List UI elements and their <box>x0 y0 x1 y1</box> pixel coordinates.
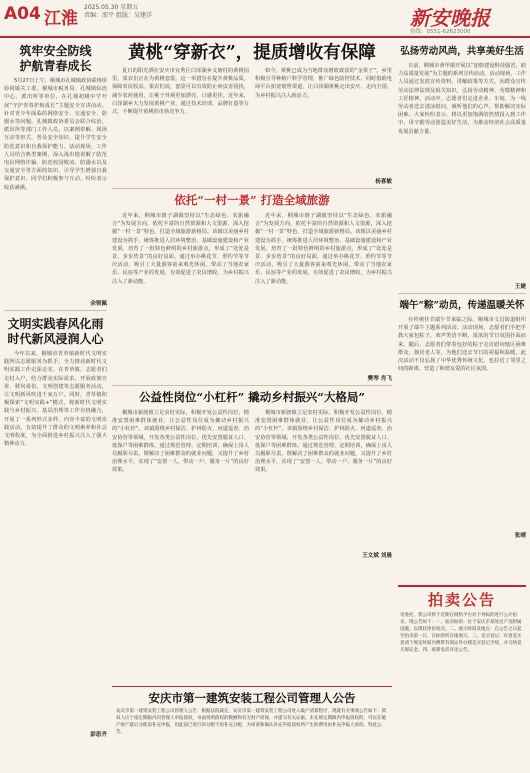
left-column <box>4 44 107 738</box>
article-body: 近年来，桐城市嬉子湖镇坚持以“生态绿色、农旅融合”为发展方向，依托丰富的自然资源和人文资源，深入挖掘“一村一景”特色，打造全域旅游新格局。该镇以美丽乡村建设为抓手，统筹推进人居环境整治、基础设施建设和产业发展，培育了一批特色鲜明的乡村旅游点，形成了“处处是景、步步皆景”的良好局面。通过举办桃花节、垂钓节等节庆活动，吸引了大量游客前来观光休闲，带动了当地农家乐、民宿等产业的发展，有效促进了农民增收，为乡村振兴注入了新动能。 <box>255 213 392 285</box>
auction-title: 拍卖公告 <box>427 591 496 609</box>
masthead <box>0 0 530 38</box>
article-title <box>4 44 107 74</box>
title-line: 时代新风浸润人心 <box>7 332 104 346</box>
article-author: 杨喜敏 <box>375 179 392 185</box>
divider <box>398 293 526 294</box>
subhead-body <box>112 409 392 559</box>
auction-body: 受委托，我公司将于近期在网络平台对下列标的进行公开拍卖，现公告如下：一、拍卖标的：位于安庆市某处房产及附属设施，以现状净价拍卖。二、展示时间及地点：自公告之日起至拍卖前一日，在标的所在地展示。三、竞买登记：有意竞买者请于规定时间内携带有效证件办理竞买登记手续，并交纳竞买保证金。四、联系电话详见公告。 <box>400 613 522 653</box>
article-title: 端午“粽”动员，传递温暖关怀 <box>399 300 525 311</box>
article-body: 日前，桐城市黄甲镇开展以“加快建设科技强省，助力高质量发展”为主题的系列宣传活动。活动现场，工作人员通过发放宣传资料、讲解政策等方式，向群众宣传劳动法律法规及相关知识，弘扬劳动精神、劳模精神和工匠精神。活动中，志愿者们走进企业、车间，为一线劳动者送去清凉慰问，倾听他们的心声，帮助解决实际困难。大家纷纷表示，将以更加饱满的热情投入到工作中，用辛勤劳动创造美好生活，为推动经济社会高质量发展贡献力量。 <box>398 63 526 135</box>
hotline: 热线：0551-62623000 <box>410 29 471 35</box>
section-name: 江淮 <box>44 9 78 29</box>
article-body: 桐城市新渡镇立足农村实际，积极开发公益性岗位，精准安置困难群体就业，让公益性岗位成为撬动乡村振兴的“小杠杆”。该镇围绕乡村保洁、护林防火、河道巡查、治安协管等领域，开发各类公益性岗位，优先安置脱贫人口、低保户等困难群体。通过规范管理、定期培训，确保上岗人员履职尽责，既解决了困难群众的就业问题，又提升了乡村治理水平，实现了“安置一人、带动一户、服务一片”的良好效果。 <box>112 410 249 474</box>
divider <box>112 385 392 386</box>
newspaper-logo: 新安晚报 <box>410 6 490 30</box>
article-body: 在传统佳节端午节来临之际，桐城市文昌街道组织开展了端午主题系列活动。活动现场，志愿者们手把手教大家包粽子，欢声笑语不断，浓浓的节日氛围扑面而来。随后，志愿者们带着包好的粽子走访慰问辖区困难群众、独居老人等，为他们送去节日的祝福和温暖。此次活动不仅弘扬了中华优秀传统文化，也拉近了邻里之间的距离，营造了和谐友爱的社区氛围。 <box>398 317 526 373</box>
auction-notice <box>398 585 526 773</box>
issue-meta <box>84 4 264 20</box>
article-body: 桐城市新渡镇立足农村实际，积极开发公益性岗位，精准安置困难群体就业，让公益性岗位成为撬动乡村振兴的“小杠杆”。该镇围绕乡村保洁、护林防火、河道巡查、治安协管等领域，开发各类公益性岗位，优先安置脱贫人口、低保户等困难群体。通过规范管理、定期培训，确保上岗人员履职尽责，既解决了困难群众的就业问题，又提升了乡村治理水平，实现了“安置一人、带动一户、服务一片”的良好效果。 <box>255 410 392 474</box>
article-author: 樊琴 肖飞 <box>367 376 392 382</box>
issue-date: 2025.05.30 星期五 <box>84 4 139 11</box>
right-column <box>398 44 526 539</box>
article-title: 弘扬劳动风尚，共享美好生活 <box>400 46 524 57</box>
article-body: 如今，黄桃已成为当地群众增收致富的“金果子”。乡里积极引导种植户科学管理，推广绿色防控技术，同时借助电商平台拓宽销售渠道，让白泽湖黄桃走出安庆、走向全国，为乡村振兴注入新活力。 <box>255 68 392 99</box>
article-author: 张晴 <box>514 533 526 539</box>
article-title <box>4 317 107 347</box>
subhead-body <box>112 212 392 382</box>
article-body: 近年来，桐城市嬉子湖镇坚持以“生态绿色、农旅融合”为发展方向，依托丰富的自然资源和人文资源，深入挖掘“一村一景”特色，打造全域旅游新格局。该镇以美丽乡村建设为抓手，统筹推进人居环境整治、基础设施建设和产业发展，培育了一批特色鲜明的乡村旅游点，形成了“处处是景、步步皆景”的良好局面。通过举办桃花节、垂钓节等节庆活动，吸引了大量游客前来观光休闲，带动了当地农家乐、民宿等产业的发展，有效促进了农民增收，为乡村振兴注入了新动能。 <box>112 213 249 285</box>
title-line: 护航青春成长 <box>19 59 92 73</box>
subhead: 公益性岗位“小杠杆” 撬动乡村振兴“大格局” <box>139 390 365 404</box>
article-author: 王婕 <box>514 284 526 290</box>
article-body: 5月27日上午，桐城市孔城镇政协联络组协同镇关工委、桐城市税务局、孔城镇综治中心、派出所等单位，在孔城初级中学开展“守护青春护航成长”主题安全宣讲活动。针对青少年面临的网络安全、交通安全、防溺水等问题，孔城镇政协委员会联合综治、派出所等部门工作人员，以案例讲解、现场互动等形式，普及安全知识，提升学生安全防范意识和自我保护能力。活动现场，工作人员结合典型案例，深入浅出地讲解了防范电信网络诈骗、防范校园欺凌、防溺水以及交通安全等方面的知识，引导学生增强自我保护意识。同学们积极参与互动，纷纷表示收获满满。 <box>4 78 107 191</box>
article-body: 今年以来，桐城市青草镇新时代文明实践所以志愿服务为抓手，全力推动新时代文明实践工作走深走实。在青草镇，志愿者们走村入户，结合群众实际需求，开展政策宣讲、移风易俗、文明创建等志愿服务活动，让文明新风吹进千家万户。同时，青草镇积极探索“文明实践+”模式，将新时代文明实践与乡村振兴、基层治理等工作有机融合，开展了一系列形式多样、内容丰富的文明实践活动，有效提升了群众的文明素养和社会文明程度，为全面推进乡村振兴注入了强大精神动力。 <box>4 351 107 448</box>
article-author: 彭思齐 <box>90 732 107 738</box>
page-number: A04 <box>4 4 41 24</box>
headline: 黄桃“穿新衣”，提质增收有保障 <box>128 43 376 63</box>
headline-body <box>112 67 392 185</box>
editor: 责编：邵平 <box>84 12 115 19</box>
layout-editor: 组版：吴建洋 <box>115 12 152 19</box>
editor-info <box>84 12 264 20</box>
legal-notice <box>112 686 392 773</box>
notice-body: 安庆市第一建筑安装工程公司管理人公告：根据法院裁定，安庆市第一建筑安装工程公司进入破产清算程序，现就有关事项公告如下：债权人应于指定期限内向管理人申报债权，书面说明债权的数额和有无财产担保，并提交有关证据。未在规定期限内申报债权的，可以在破产财产最后分配前补充申报，但此前已进行的分配不再补充分配，为审查和确认补充申报债权所产生的费用由补充申报人承担。特此公告。 <box>116 709 386 735</box>
middle-column <box>112 44 392 559</box>
subhead: 依托“一村一景” 打造全域旅游 <box>174 193 330 207</box>
notice-title: 安庆市第一建筑安装工程公司管理人公告 <box>148 691 356 705</box>
divider <box>4 310 107 311</box>
article-body: 夏日的阳光洒在安庆市宜秀区白泽湖乡戈塘村的黄桃园里，果农们正在为黄桃套袋。这一举措旨在提升黄桃品质，保障农民收益。果农们说，套袋可以有效防止病虫害侵扰，减少农药使用，让桃子外观更加漂亮，口感更佳。近年来，白泽湖乡大力发展黄桃产业，通过技术培训、品牌打造等方式，不断提升黄桃的市场竞争力。 <box>112 68 249 116</box>
article-author: 王文斌 刘晨 <box>362 553 392 559</box>
article-author: 余领佩 <box>90 301 107 307</box>
title-line: 筑牢安全防线 <box>19 44 92 58</box>
title-line: 文明实践春风化雨 <box>7 317 104 331</box>
divider <box>112 188 392 189</box>
